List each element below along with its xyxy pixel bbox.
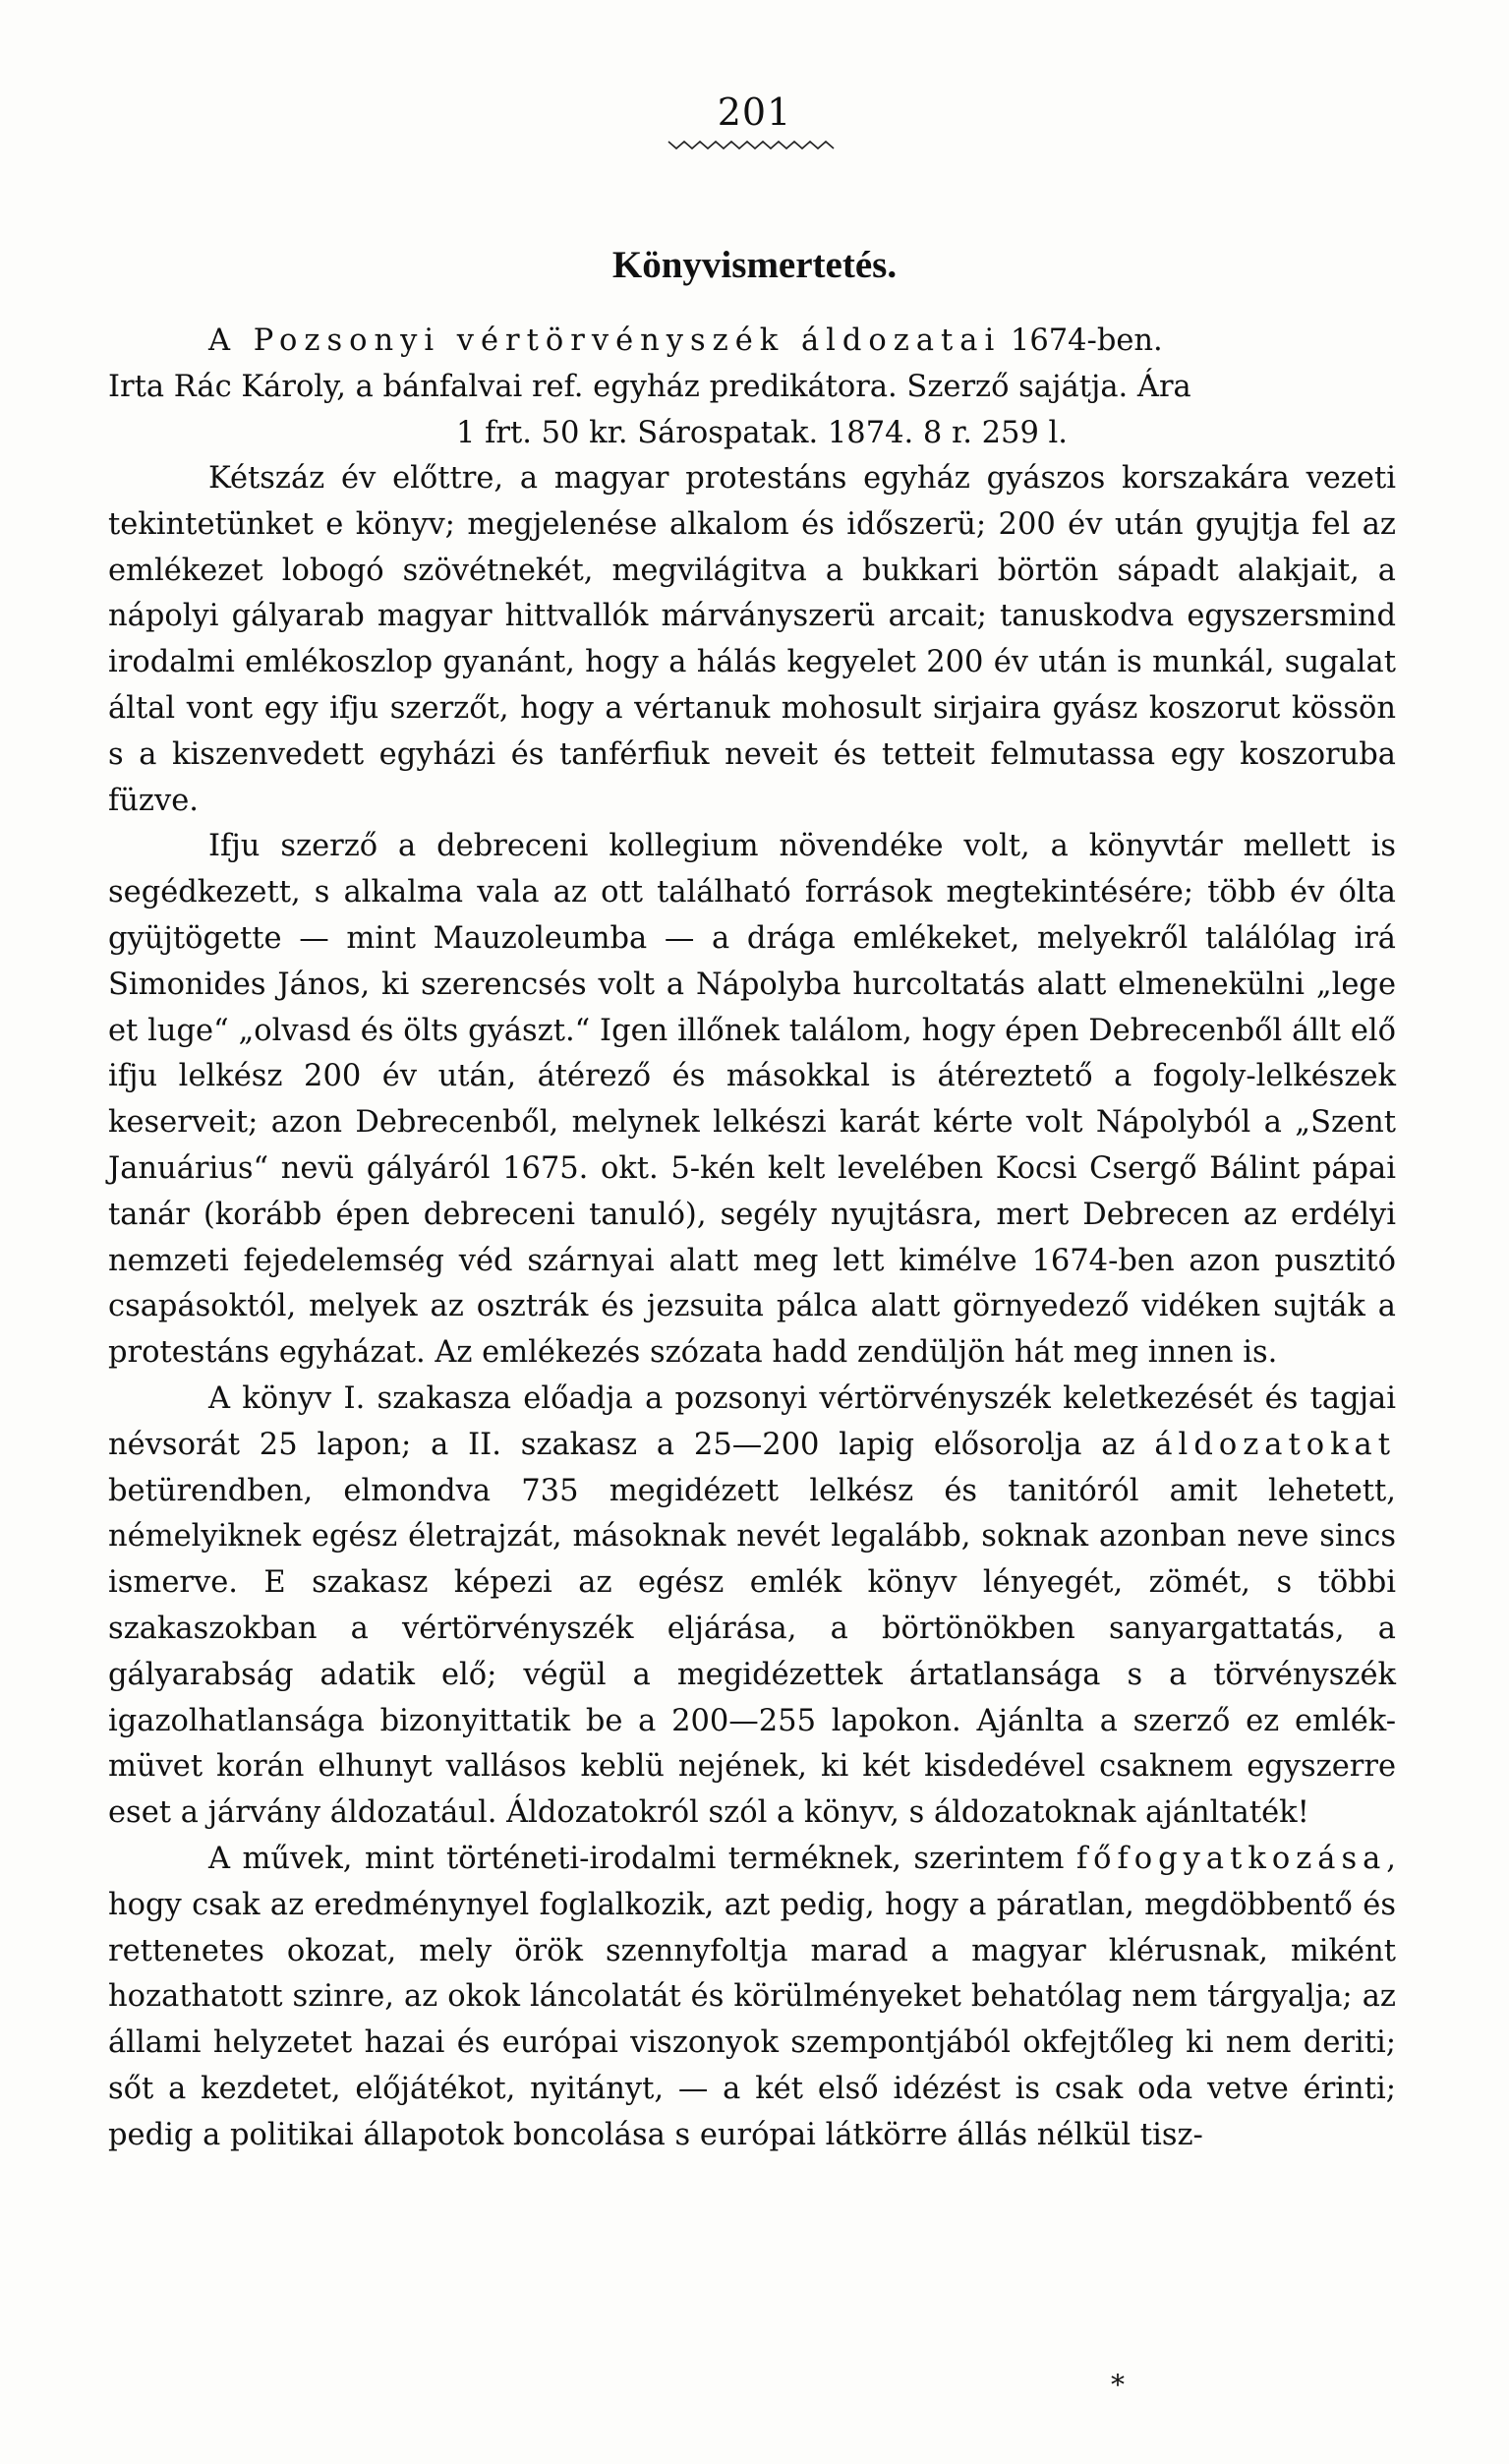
book-title-line xyxy=(108,319,1416,365)
paragraph-3-part-b: betürendben, elmondva 735 megidézett lelkész és tanitóról amit lehetett, némelyiknek egész életrajzát, másoknak nevét legalább, soknak azonban neve sincs ismerve. E szakasz képezi az egész emlék könyv lényegét, zömét, s többi szakaszokban a vértörvényszék eljárása, a börtönökben sanyargattatás, a gályarabság adatik elő; végül a megidézettek ártatlansága s a törvényszék igazolhatlansága bizonyittatik be a 200—255 lapokon. Ajánlta a szerző ez emlék-müvet korán elhunyt vallásos keblü nejének, ki két kisdedével csaknem egyszerre eset a járvány áldozatául. Áldozatokról szól a könyv, s áldozatoknak ajánltaték! xyxy=(108,1473,1396,1831)
page-number-ornament xyxy=(668,138,836,151)
paragraph-4-part-a: A művek, mint történeti-irodalmi terméknek, szerintem xyxy=(208,1841,1076,1876)
paragraph-3-emphasis: áldozatokat xyxy=(1154,1427,1396,1462)
section-heading: Könyvismertetés. xyxy=(611,244,898,286)
bibliographic-entry xyxy=(108,319,1416,456)
paragraph-3-part-a: A könyv I. szakasza előadja a pozsonyi vértörvényszék keletkezését és tagjai névsorát 25 lapon; a II. szakasz a 25—200 lapig elősorolja az xyxy=(108,1380,1396,1462)
paragraph-4-part-b: , hogy csak az eredménynyel foglalkozik, azt pedig, hogy a páratlan, megdöbbentő és rettenetes okozat, mely örök szennyfoltja marad a magyar klérusnak, miként hozathatott szinre, az okok láncolatát és körülményeket behatólag nem tárgyalja; az állami helyzetet hazai és európai viszonyok szempontjából okfejtőleg ki nem deriti; sőt a kezdetet, előjátékot, nyitányt, — a két első idézést is csak oda vetve érinti; pedig a politikai állapotok boncolása s európai látkörre állás nélkül tisz- xyxy=(108,1841,1396,2152)
paragraph-4 xyxy=(108,1837,1396,2159)
review-body xyxy=(108,456,1396,2158)
paragraph-2: Ifju szerző a debreceni kollegium növendéke volt, a könyvtár mellett is segédkezett, s alkalma vala az ott található források megtekintésére; több év ólta gyüjtögette — mint Mauzoleumba — a drága emlékeket, melyekről találólag irá Simonides János, ki szerencsés volt a Nápolyba hurcoltatás alatt elmenekülni „lege et luge“ „olvasd és ölts gyászt.“ Igen illőnek találom, hogy épen Debrecenből állt elő ifju lelkész 200 év után, átérező és másokkal is átéreztető a fogoly-lelkészek keserveit; azon Debrecenből, melynek lelkészi karát kérte volt Nápolyból a „Szent Januárius“ nevü gályáról 1675. okt. 5-kén kelt levelében Kocsi Csergő Bálint pápai tanár (korább épen debreceni tanuló), segély nyujtásra, mert Debrecen az erdélyi nemzeti fejedelemség véd szárnyai alatt meg lett kimélve 1674-ben azon pusztitó csapásoktól, melyek az osztrák és jezsuita pálca alatt görnyedező vidéken sujták a protestáns egyházat. Az emlékezés szózata hadd zendüljön hát meg innen is. xyxy=(108,829,1396,1371)
book-title-suffix: 1674-ben. xyxy=(1001,323,1163,358)
paragraph-3 xyxy=(108,1377,1396,1837)
page-number: 201 xyxy=(717,90,792,134)
book-author-line: Irta Rác Károly, a bánfalvai ref. egyház predikátora. Szerző sajátja. Ára xyxy=(108,369,1191,404)
paragraph-1: Kétszáz év előttre, a magyar protestáns egyház gyászos korszakára vezeti tekintetünket e könyv; megjelenése alkalom és időszerü; 200 év után gyujtja fel az emlékezet lobogó szövétnekét, megvilágitva a bukkari börtön sápadt alakjait, a nápolyi gályarab magyar hittvallók márványszerü arcait; tanuskodva egyszersmind irodalmi emlékoszlop gyanánt, hogy a hálás kegyelet 200 év után is munkál, sugalat által vont egy ifju szerzőt, hogy a vértanuk mohosult sirjaira gyász koszorut kössön s a kiszenvedett egyházi és tanférfiuk neveit és tetteit felmutassa egy koszoruba füzve. xyxy=(108,461,1396,818)
printer-signature-mark: * xyxy=(1111,2369,1125,2401)
book-title: A Pozsonyi vértörvényszék áldozatai xyxy=(208,323,1002,358)
book-publication-line: 1 frt. 50 kr. Sárospatak. 1874. 8 r. 259 l. xyxy=(455,415,1068,450)
paragraph-4-emphasis: főfogyatkozása xyxy=(1075,1841,1387,1876)
